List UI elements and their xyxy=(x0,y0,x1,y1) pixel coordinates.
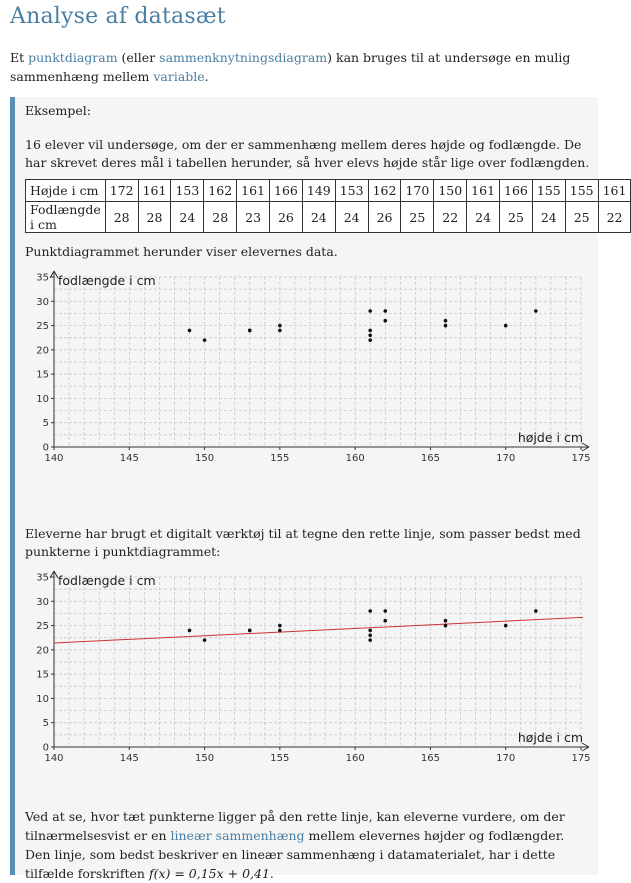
data-point xyxy=(368,329,372,333)
example-description: 16 elever vil undersøge, om der er sammenhæng mellem deres højde og fodlængde. De har skrevet deres mål i tabellen herunder, så hver elevs højde står lige over fodlængden. xyxy=(25,137,590,170)
data-point xyxy=(278,329,282,333)
example-box xyxy=(10,97,627,881)
table-cell-foot: 28 xyxy=(105,202,138,233)
table-cell-height: 161 xyxy=(598,180,631,202)
y-tick-label: 25 xyxy=(36,621,49,633)
data-point xyxy=(368,633,372,637)
trend-line xyxy=(54,617,583,643)
table-row-heights xyxy=(26,180,631,202)
data-point xyxy=(534,609,538,613)
y-tick-label: 5 xyxy=(42,718,49,730)
x-tick-label: 165 xyxy=(420,753,440,764)
x-tick-label: 145 xyxy=(119,753,139,764)
table-cell-height: 166 xyxy=(500,180,533,202)
table-cell-foot: 24 xyxy=(532,202,565,233)
y-tick-label: 35 xyxy=(36,272,49,284)
table-cell-height: 150 xyxy=(434,180,467,202)
data-point xyxy=(248,629,252,633)
table-cell-height: 172 xyxy=(105,180,138,202)
table-cell-foot: 25 xyxy=(565,202,598,233)
table-cell-height: 170 xyxy=(401,180,434,202)
y-tick-label: 10 xyxy=(36,393,49,405)
data-point xyxy=(383,319,387,323)
x-axis-label: højde i cm xyxy=(517,430,583,445)
data-point xyxy=(278,629,282,633)
data-point xyxy=(444,624,448,628)
data-point xyxy=(444,324,448,328)
y-tick-label: 35 xyxy=(36,572,49,584)
data-point xyxy=(444,319,448,323)
table-cell-height: 155 xyxy=(532,180,565,202)
link-sammenknytningsdiagram[interactable]: sammenknytningsdiagram xyxy=(159,50,328,65)
y-axis-label: fodlængde i cm xyxy=(58,573,156,588)
data-point xyxy=(504,624,508,628)
table-cell-height: 149 xyxy=(302,180,335,202)
x-tick-label: 160 xyxy=(345,453,365,464)
data-point xyxy=(444,619,448,623)
x-tick-label: 140 xyxy=(44,453,64,464)
data-point xyxy=(278,324,282,328)
data-point xyxy=(203,638,207,642)
table-cell-height: 161 xyxy=(138,180,171,202)
data-point xyxy=(368,638,372,642)
table-cell-foot: 22 xyxy=(598,202,631,233)
table-cell-foot: 26 xyxy=(368,202,401,233)
y-tick-label: 15 xyxy=(36,369,49,381)
table-row-label: Fodlængde i cm xyxy=(26,202,106,233)
table-cell-foot: 24 xyxy=(335,202,368,233)
x-tick-label: 160 xyxy=(345,753,365,764)
link-variable[interactable]: variable xyxy=(153,69,205,84)
table-cell-foot: 23 xyxy=(237,202,270,233)
x-tick-label: 145 xyxy=(119,453,139,464)
data-point xyxy=(368,338,372,342)
x-tick-label: 170 xyxy=(496,453,516,464)
data-point xyxy=(534,309,538,313)
link-linear-relation[interactable]: lineær sammenhæng xyxy=(170,828,305,843)
page-title: Analyse af datasæt xyxy=(10,4,226,29)
table-cell-height: 153 xyxy=(335,180,368,202)
data-point xyxy=(368,333,372,337)
data-point xyxy=(383,619,387,623)
x-tick-label: 150 xyxy=(195,753,215,764)
conclusion-paragraph: Ved at se, hvor tæt punkterne ligger på den rette linje, kan eleverne vurdere, om der tilnærmelsesvist er en lineær sammenhæng mellem elevernes højder og fodlængder. Den linje, som bedst beskriver en lineær sammenhæng i datamaterialet, har i dette tilfælde forskriften f(x) = 0,15x + 0,41. xyxy=(25,809,565,881)
data-point xyxy=(278,624,282,628)
table-cell-foot: 22 xyxy=(434,202,467,233)
data-point xyxy=(248,329,252,333)
data-point xyxy=(188,629,192,633)
table-cell-foot: 24 xyxy=(302,202,335,233)
chart2-caption: Eleverne har brugt et digitalt værktøj til at tegne den rette linje, som passer bedst med punkterne i punktdiagrammet: xyxy=(25,526,581,559)
table-cell-foot: 24 xyxy=(467,202,500,233)
x-tick-label: 155 xyxy=(270,753,290,764)
x-tick-label: 155 xyxy=(270,453,290,464)
x-tick-label: 175 xyxy=(571,453,591,464)
y-tick-label: 20 xyxy=(36,345,49,357)
intro-paragraph: Et punktdiagram (eller sammenknytningsdiagram) kan bruges til at undersøge en mulig sammenhæng mellem variable. xyxy=(10,50,571,84)
y-tick-label: 10 xyxy=(36,693,49,705)
y-tick-label: 0 xyxy=(42,742,49,754)
data-point xyxy=(188,329,192,333)
data-point xyxy=(383,309,387,313)
data-point xyxy=(383,609,387,613)
scatter-chart xyxy=(21,269,591,469)
table-cell-foot: 26 xyxy=(270,202,303,233)
data-point xyxy=(504,324,508,328)
y-tick-label: 0 xyxy=(42,442,49,454)
data-point xyxy=(368,629,372,633)
link-punktdiagram[interactable]: punktdiagram xyxy=(28,50,118,65)
table-row-feet xyxy=(26,202,631,233)
table-cell-foot: 28 xyxy=(204,202,237,233)
table-cell-height: 155 xyxy=(565,180,598,202)
x-tick-label: 170 xyxy=(496,753,516,764)
table-cell-height: 161 xyxy=(467,180,500,202)
y-tick-label: 5 xyxy=(42,418,49,430)
x-tick-label: 165 xyxy=(420,453,440,464)
table-cell-height: 162 xyxy=(204,180,237,202)
y-axis-label: fodlængde i cm xyxy=(58,273,156,288)
y-tick-label: 30 xyxy=(36,596,49,608)
x-axis-label: højde i cm xyxy=(517,730,583,745)
table-cell-foot: 24 xyxy=(171,202,204,233)
table-cell-height: 162 xyxy=(368,180,401,202)
y-tick-label: 15 xyxy=(36,669,49,681)
example-heading: Eksempel: xyxy=(25,103,91,118)
data-point xyxy=(368,609,372,613)
table-cell-height: 166 xyxy=(270,180,303,202)
x-tick-label: 175 xyxy=(571,753,591,764)
table-cell-foot: 28 xyxy=(138,202,171,233)
formula: f(x) = 0,15x + 0,41 xyxy=(148,866,270,881)
x-tick-label: 140 xyxy=(44,753,64,764)
table-cell-foot: 25 xyxy=(500,202,533,233)
table-cell-height: 161 xyxy=(237,180,270,202)
y-tick-label: 25 xyxy=(36,321,49,333)
x-tick-label: 150 xyxy=(195,453,215,464)
data-point xyxy=(368,309,372,313)
data-point xyxy=(203,338,207,342)
chart1-caption: Punktdiagrammet herunder viser elevernes data. xyxy=(25,244,338,259)
data-table xyxy=(25,179,631,233)
table-cell-height: 153 xyxy=(171,180,204,202)
scatter-chart-with-trendline xyxy=(21,569,591,769)
y-tick-label: 30 xyxy=(36,296,49,308)
y-tick-label: 20 xyxy=(36,645,49,657)
table-cell-foot: 25 xyxy=(401,202,434,233)
table-row-label: Højde i cm xyxy=(26,180,106,202)
